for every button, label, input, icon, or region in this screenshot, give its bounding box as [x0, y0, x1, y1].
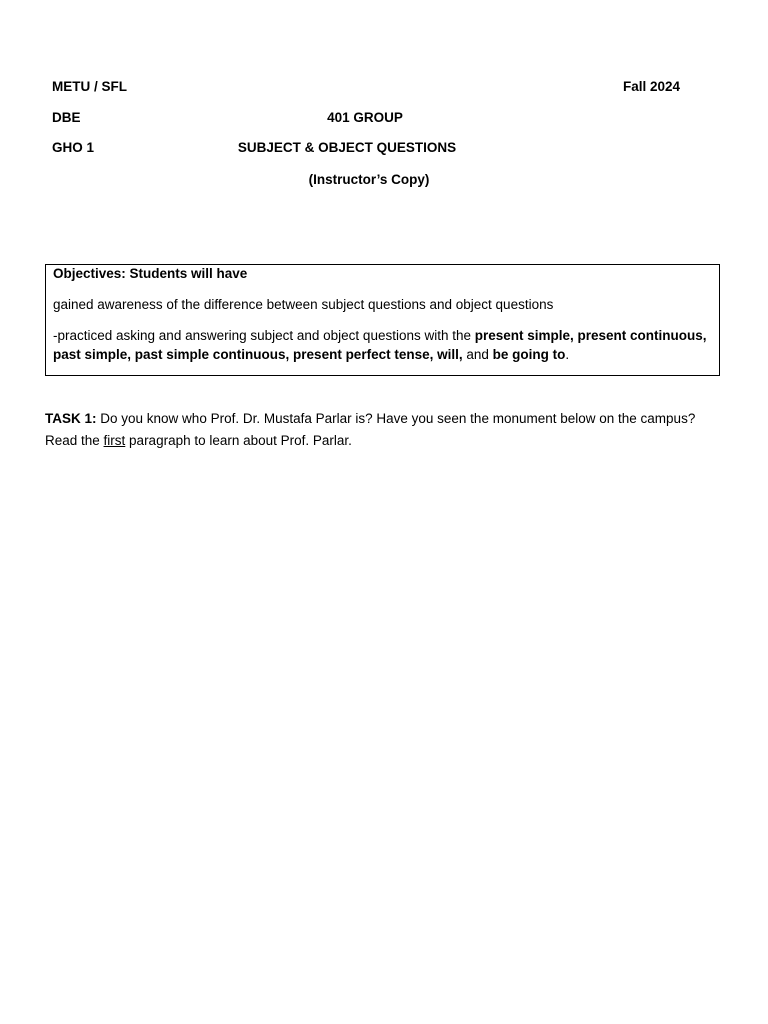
objective-item-2-line-2 [53, 347, 569, 362]
objective-item-2-and: and [462, 347, 493, 362]
task1-instruction-end: paragraph to learn about Prof. Parlar. [125, 433, 352, 448]
copy-label: (Instructor’s Copy) [308, 172, 430, 187]
handout-code: GHO 1 [52, 140, 95, 155]
objective-item-1: gained awareness of the difference between subject questions and object questions [53, 297, 554, 312]
objective-item-2-tenses-b: past simple, past simple continuous, present perfect tense, will, [53, 347, 463, 362]
objective-item-2-line-1 [53, 328, 707, 343]
term-label: Fall 2024 [623, 79, 681, 94]
task1-question: Do you know who Prof. Dr. Mustafa Parlar is? Have you seen the monument below on the campus? [96, 411, 696, 426]
institution-label: METU / SFL [52, 79, 127, 94]
group-label: 401 GROUP [327, 110, 403, 125]
objective-item-2-tenses-a: present simple, present continuous, [474, 328, 707, 343]
task1-line-1 [45, 411, 695, 426]
department-label: DBE [52, 110, 81, 125]
objective-item-2-intro: -practiced asking and answering subject and object questions with the [53, 328, 475, 343]
objective-item-2-end: . [565, 347, 570, 362]
objectives-box [45, 264, 720, 376]
task1-label: TASK 1: [45, 411, 97, 426]
objectives-heading: Objectives: Students will have [53, 266, 248, 281]
objective-item-2-tenses-c: be going to [492, 347, 566, 362]
task1-instruction-start: Read the [45, 433, 104, 448]
page-title: SUBJECT & OBJECT QUESTIONS [237, 140, 457, 155]
task1-underlined-word: first [103, 433, 126, 448]
task1-line-2 [45, 433, 352, 448]
